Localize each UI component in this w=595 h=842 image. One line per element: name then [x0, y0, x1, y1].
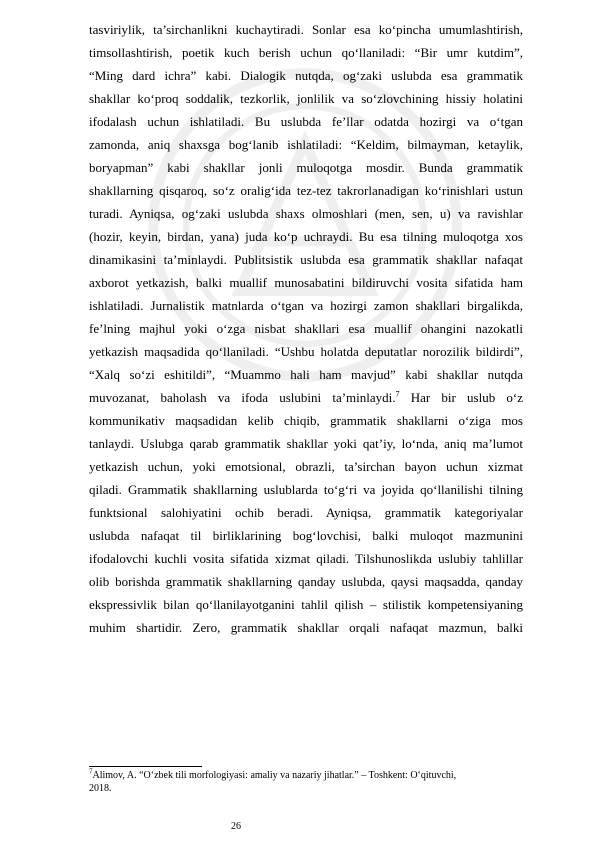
- body-line: yetkazish maqsadida qo‘llaniladi. “Ushbu holatda deputatlar norozilik bildirdi”,: [89, 344, 523, 359]
- body-line: kommunikativ maqsadidan kelib chiqib, grammatik shakllarni o‘ziga mos: [89, 413, 523, 428]
- body-line: tasviriylik, ta’sirchanlikni kuchaytiradi. Sonlar esa ko‘pincha umumlashtirish,: [89, 22, 523, 37]
- body-line: muhim shartidir. Zero, grammatik shakllar orqali nafaqat mazmun, balki: [89, 620, 523, 635]
- body-line: fe’lning majhul yoki o‘zga nisbat shakllari esa muallif ohangini nazokatli: [89, 321, 523, 336]
- body-line-with-footnote-ref: [89, 386, 523, 409]
- body-line-tail: Har bir uslub o‘z: [399, 390, 523, 405]
- body-line: “Ming dard ichra” kabi. Dialogik nutqda, og‘zaki uslubda esa grammatik: [89, 68, 523, 83]
- body-line: ishlatiladi. Jurnalistik matnlarda o‘tgan va hozirgi zamon shakllari birgalikda,: [89, 298, 523, 313]
- footnote-line-2: 2018.: [89, 783, 112, 794]
- footnote: [89, 769, 529, 795]
- body-line: yetkazish uchun, yoki emotsional, obrazli, ta’sirchan bayon uchun xizmat: [89, 459, 523, 474]
- body-line: timsollashtirish, poetik kuch berish uchun qo‘llaniladi: “Bir umr kutdim”,: [89, 45, 523, 60]
- body-line: tanlaydi. Uslubga qarab grammatik shakllar yoki qat’iy, lo‘nda, aniq ma’lumot: [89, 436, 523, 451]
- body-line: zamonda, aniq shaxsga bog‘lanib ishlatiladi: “Keldim, bilmayman, ketaylik,: [89, 137, 523, 152]
- body-line: shakllarning qisqaroq, so‘z oralig‘ida tez-tez takrorlanadigan ko‘rinishlari ustun: [89, 183, 523, 198]
- body-line: (hozir, keyin, birdan, yana) juda ko‘p uchraydi. Bu esa tilning muloqotga xos: [89, 229, 523, 244]
- body-line: shakllar ko‘proq soddalik, tezkorlik, jonlilik va so‘zlovchining hissiy holatini: [89, 91, 523, 106]
- page-number: 26: [231, 821, 241, 832]
- footnote-number: 7: [89, 767, 93, 776]
- body-line: qiladi. Grammatik shakllarning uslublarda to‘g‘ri va joyida qo‘llanilishi tilning: [89, 482, 523, 497]
- body-line: ekspressivlik bilan qo‘llanilayotganini tahlil qilish – stilistik kompetensiyaning: [89, 597, 523, 612]
- body-line: turadi. Ayniqsa, og‘zaki uslubda shaxs olmoshlari (men, sen, u) va ravishlar: [89, 206, 523, 221]
- body-line: dinamikasini ta’minlaydi. Publitsistik uslubda esa grammatik shakllar nafaqat: [89, 252, 523, 267]
- body-line: axborot yetkazish, balki muallif munosabatini bildiruvchi vosita sifatida ham: [89, 275, 523, 290]
- body-line: olib borishda grammatik shakllarning qanday uslubda, qaysi maqsadda, qanday: [89, 574, 523, 589]
- body-text: [89, 18, 523, 639]
- body-line: ifodalash uchun ishlatiladi. Bu uslubda fe’llar odatda hozirgi va o‘tgan: [89, 114, 523, 129]
- body-line: “Xalq so‘zi eshitildi”, “Muammo hali ham mavjud” kabi shakllar nutqda: [89, 367, 523, 382]
- body-line-text: muvozanat, baholash va ifoda uslubini ta’minlaydi.: [89, 390, 396, 405]
- footnote-reference[interactable]: 7: [395, 389, 400, 399]
- body-line: ifodalovchi kuchli vosita sifatida xizmat qiladi. Tilshunoslikda uslubiy tahlillar: [89, 551, 523, 566]
- footnote-separator: [89, 766, 202, 767]
- body-line: funktsional salohiyatini ochib beradi. Ayniqsa, grammatik kategoriyalar: [89, 505, 523, 520]
- body-line: uslubda nafaqat til birliklarining bog‘lovchisi, balki muloqot mazmunini: [89, 528, 523, 543]
- footnote-text: Alimov, A. “O‘zbek tili morfologiyasi: amaliy va nazariy jihatlar.” – Toshkent: O‘qituvchi,: [92, 770, 457, 781]
- body-line: boryapman” kabi shakllar jonli muloqotga mosdir. Bunda grammatik: [89, 160, 523, 175]
- footnote-line-1: [89, 769, 529, 782]
